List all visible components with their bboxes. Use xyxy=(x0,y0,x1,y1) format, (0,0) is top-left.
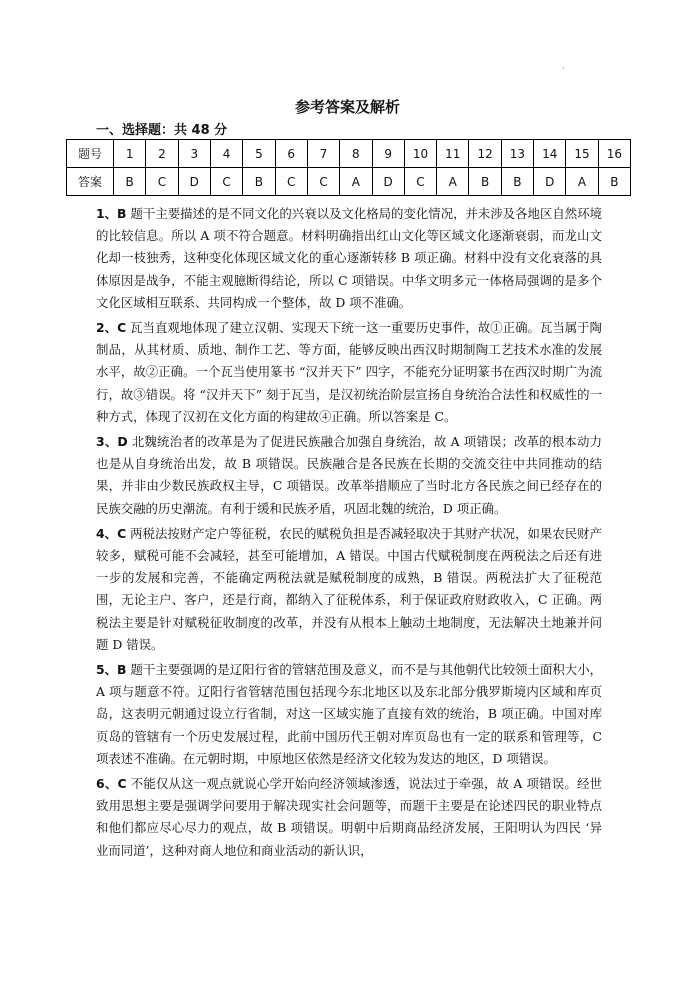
question-number: 9 xyxy=(372,140,404,168)
explanation-text: 两税法按财产定户等征税，农民的赋税负担是否减轻取决于其财产状况，如果农民财产较多，赋税可能不会减轻，甚至可能增加，A 错误。中国古代赋税制度在两税法之后还有进一步的发展和完善，不能确定两税法就是赋税制度的成熟，B 错误。两税法扩大了征税范围，无论主户、客户，还是行商，都纳入了征税体系，利于保证政府财政收入，C 正确。两税法主要是针对赋税征收制度的改革，并没有从根本上触动土地制度，无法解决土地兼并问题 D 错误。 xyxy=(96,525,602,652)
question-number: 10 xyxy=(404,140,436,168)
answer-cell: B xyxy=(114,168,146,196)
question-number: 4 xyxy=(210,140,242,168)
answer-cell: B xyxy=(598,168,630,196)
explanation-number: 6、C xyxy=(96,776,127,792)
question-number: 2 xyxy=(146,140,178,168)
answer-cell: A xyxy=(566,168,598,196)
explanation-text: 题干主要强调的是辽阳行省的管辖范围及意义，而不是与其他朝代比较领土面积大小，A 项与题意不符。辽阳行省管辖范围包括现今东北地区以及东北部分俄罗斯境内区域和库页岛，这表明元朝通过设立行省制，对这一区域实施了直接有效的统治，B 项正确。中国对库页岛的管辖有一个历史发展过程，此前中国历代王朝对库页岛也有一定的联系和管理等，C 项表述不准确。在元朝时期，中原地区依然是经济文化较为发达的地区，D 项错误。 xyxy=(96,662,602,766)
question-number: 16 xyxy=(598,140,630,168)
explanation-number: 3、D xyxy=(96,434,128,450)
question-number: 13 xyxy=(501,140,533,168)
question-number: 6 xyxy=(275,140,307,168)
answer-row xyxy=(67,168,631,196)
explanation-paragraph xyxy=(96,523,602,656)
explanation-text: 不能仅从这一观点就说心学开始向经济领域渗透，说法过于牵强，故 A 项错误。经世致用思想主要是强调学问要用于解决现实社会问题等，而题干主要是在论述四民的职业特点和他们都应尽心尽力的观点，故 B 项错误。明朝中后期商品经济发展，王阳明认为四民 ‘异业而同道’，这种对商人地位和商业活动的新认识， xyxy=(96,776,602,858)
row-header-answer: 答案 xyxy=(67,168,114,196)
explanation-text: 瓦当直观地体现了建立汉朝、实现天下统一这一重要历史事件，故①正确。瓦当属于陶制品，从其材质、质地、制作工艺、等方面，能够反映出西汉时期制陶工艺技术水准的发展水平，故②正确。一个瓦当使用篆书 “汉并天下” 四字，不能充分证明篆书在西汉时期广为流行，故③错误。将 “汉并天下” 刻于瓦当，是汉初统治阶层宣扬自身统治合法性和权威性的一种方式，体现了汉初在文化方面的构建故④正确。所以答案是 C。 xyxy=(96,320,602,424)
page-title: 参考答案及解析 xyxy=(294,98,400,116)
explanation-number: 2、C xyxy=(96,320,127,336)
explanation-text: 北魏统治者的改革是为了促进民族融合加强自身统治，故 A 项错误；改革的根本动力也是从自身统治出发，故 B 项错误。民族融合是各民族在长期的交流交往中共同推动的结果，并非由少数民族政权主导，C 项错误。改革举措顺应了当时北方各民族之间已经存在的民族交融的历史潮流。有利于缓和民族矛盾，巩固北魏的统治，D 项正确。 xyxy=(96,434,602,516)
explanation-number: 4、C xyxy=(96,525,127,541)
question-number: 12 xyxy=(469,140,501,168)
explanation-paragraph xyxy=(96,317,602,428)
row-header-number: 题号 xyxy=(67,140,114,168)
scan-dot: · xyxy=(562,64,565,73)
answer-cell: A xyxy=(340,168,372,196)
answer-cell: C xyxy=(210,168,242,196)
question-number: 11 xyxy=(437,140,469,168)
answer-cell: A xyxy=(437,168,469,196)
answer-cell: C xyxy=(146,168,178,196)
question-number: 14 xyxy=(534,140,566,168)
explanation-text: 题干主要描述的是不同文化的兴衰以及文化格局的变化情况，并未涉及各地区自然环境的比较信息。所以 A 项不符合题意。材料明确指出红山文化等区域文化逐渐衰弱，而龙山文化却一枝独秀，这种变化体现区域文化的重心逐渐转移 B 项正确。材料中没有文化衰落的具体原因是战争，不能主观臆断得结论，所以 C 项错误。中华文明多元一体格局强调的是多个文化区域相互联系、共同构成一个整体，故 D 项不准确。 xyxy=(96,206,602,310)
explanation-number: 5、B xyxy=(96,662,127,678)
question-number: 7 xyxy=(307,140,339,168)
question-number: 3 xyxy=(178,140,210,168)
answer-cell: D xyxy=(178,168,210,196)
section-heading: 一、选择题：共 48 分 xyxy=(96,123,228,138)
explanation-number: 1、B xyxy=(96,206,127,221)
explanation-paragraph xyxy=(96,773,602,862)
answer-cell: B xyxy=(243,168,275,196)
answer-cell: D xyxy=(534,168,566,196)
answer-cell: C xyxy=(275,168,307,196)
explanations xyxy=(96,203,602,865)
question-number: 15 xyxy=(566,140,598,168)
answer-cell: D xyxy=(372,168,404,196)
answer-cell: B xyxy=(469,168,501,196)
answer-cell: C xyxy=(404,168,436,196)
answer-table xyxy=(66,139,631,196)
question-number-row xyxy=(67,140,631,168)
question-number: 1 xyxy=(114,140,146,168)
explanation-paragraph xyxy=(96,431,602,520)
question-number: 5 xyxy=(243,140,275,168)
explanation-paragraph xyxy=(96,659,602,770)
question-number: 8 xyxy=(340,140,372,168)
explanation-paragraph xyxy=(96,203,602,314)
answer-cell: C xyxy=(307,168,339,196)
answer-cell: B xyxy=(501,168,533,196)
